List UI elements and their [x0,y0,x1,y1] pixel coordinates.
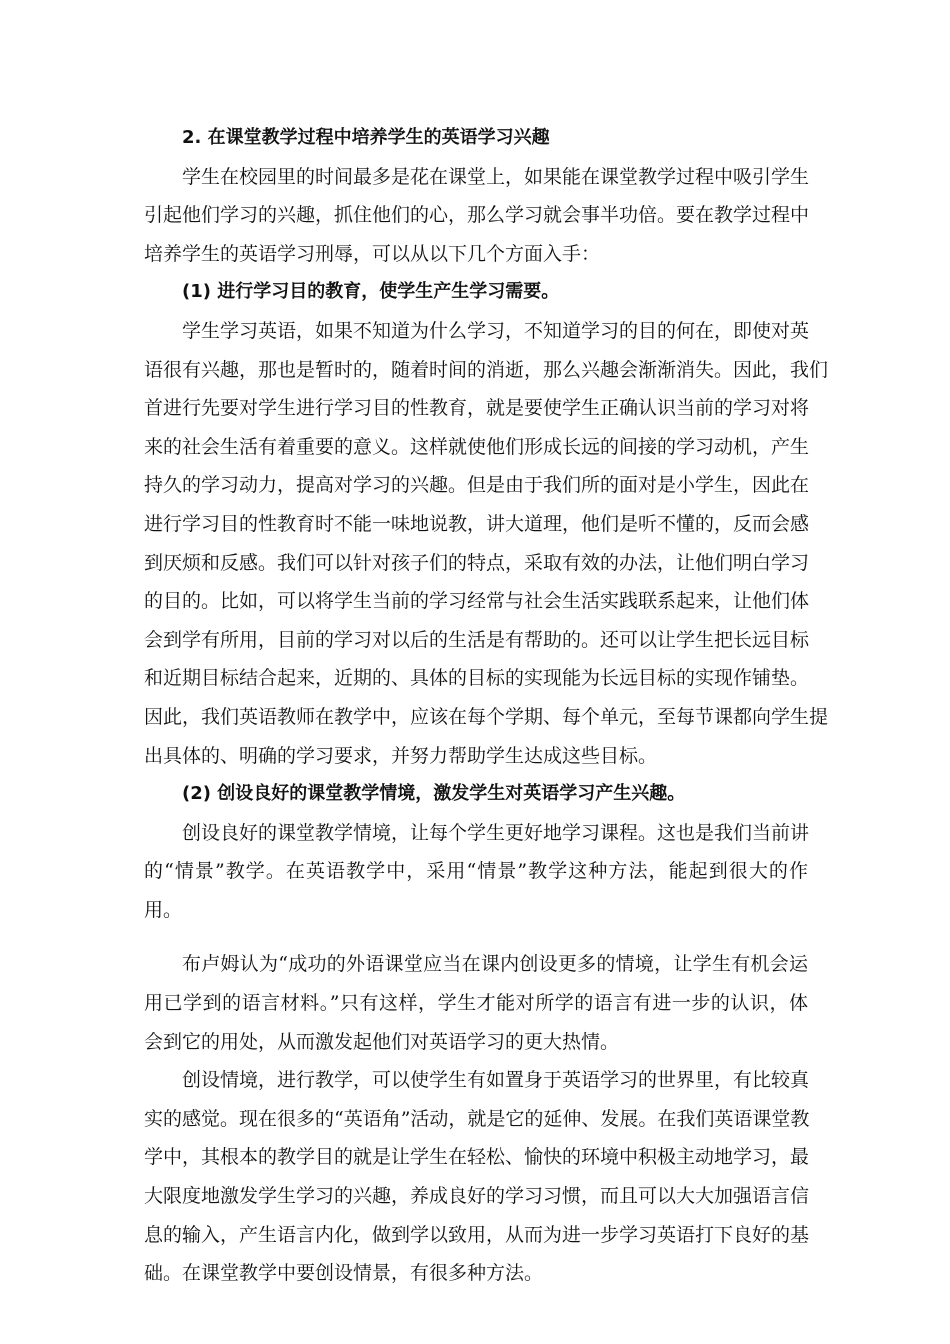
paragraph-intro [144,158,808,274]
paragraph-bloom [144,945,808,1061]
paragraph-line: 首进行先要对学生进行学习目的性教育，就是要使学生正确认识当前的学习对将 [144,397,810,420]
paragraph-line: 学生学习英语，如果不知道为什么学习，不知道学习的目的何在，即使对英 [182,319,810,342]
paragraph-purpose [144,312,829,775]
paragraph-line: 因此，我们英语教师在教学中，应该在每个学期、每个单元，至每节课都向学生提 [144,705,829,728]
paragraph-line: 来的社会生活有着重要的意义。这样就使他们形成长远的间接的学习动机，产生 [144,435,810,458]
paragraph-line: 的“情景”教学。在英语教学中，采用“情景”教学这种方法，能起到很大的作 [144,860,808,883]
paragraph-line: 语很有兴趣，那也是暂时的，随着时间的消逝，那么兴趣会渐渐消失。因此，我们 [144,358,829,381]
paragraph-line: 布卢姆认为“成功的外语课堂应当在课内创设更多的情境，让学生有机会运 [182,953,808,976]
paragraph-create [144,1061,808,1293]
paragraph-line: 引起他们学习的兴趣，抓住他们的心，那么学习就会事半功倍。要在教学过程中 [144,204,810,227]
paragraph-line: 持久的学习动力，提高对学习的兴趣。但是由于我们所的面对是小学生，因此在 [144,474,810,497]
paragraph-line: 到厌烦和反感。我们可以针对孩子们的特点，采取有效的办法，让他们明白学习 [144,551,810,574]
paragraph-line: 会到它的用处，从而激发起他们对英语学习的更大热情。 [144,1030,620,1053]
section-heading: 2. 在课堂教学过程中培养学生的英语学习兴趣 [182,127,550,148]
paragraph-spacer [144,929,808,945]
paragraph-line: 创设良好的课堂教学情境，让每个学生更好地学习课程。这也是我们当前讲 [182,821,810,844]
paragraph-line: 用已学到的语言材料。”只有这样，学生才能对所学的语言有进一步的认识，体 [144,992,808,1015]
subheading-1: (1) 进行学习目的教育，使学生产生学习需要。 [182,281,560,303]
paragraph-line: 和近期目标结合起来，近期的、具体的目标的实现能为长远目标的实现作铺垫。 [144,667,810,690]
document-page [144,119,829,1293]
subheading-2: (2) 创设良好的课堂教学情境，激发学生对英语学习产生兴趣。 [182,783,686,805]
paragraph-line: 实的感觉。现在很多的“英语角”活动，就是它的延伸、发展。在我们英语课堂教 [144,1107,810,1130]
paragraph-line: 息的输入，产生语言内化，做到学以致用，从而为进一步学习英语打下良好的基 [144,1223,810,1246]
paragraph-line: 会到学有所用，目前的学习对以后的生活是有帮助的。还可以让学生把长远目标 [144,628,810,651]
paragraph-line: 学中，其根本的教学目的就是让学生在轻松、愉快的环境中积极主动地学习，最 [144,1146,810,1169]
paragraph-line: 出具体的、明确的学习要求，并努力帮助学生达成这些目标。 [144,744,658,767]
paragraph-line: 进行学习目的性教育时不能一味地说教，讲大道理，他们是听不懂的，反而会感 [144,512,810,535]
paragraph-line: 学生在校园里的时间最多是花在课堂上，如果能在课堂教学过程中吸引学生 [182,165,810,188]
paragraph-line: 的目的。比如，可以将学生当前的学习经常与社会生活实践联系起来，让他们体 [144,590,810,613]
paragraph-line: 大限度地激发学生学习的兴趣，养成良好的学习习惯，而且可以大大加强语言信 [144,1185,810,1208]
paragraph-line: 创设情境，进行教学，可以使学生有如置身于英语学习的世界里，有比较真 [182,1069,810,1092]
paragraph-situation [144,814,808,930]
paragraph-line: 础。在课堂教学中要创设情景，有很多种方法。 [144,1262,544,1285]
paragraph-line: 用。 [144,898,183,921]
paragraph-line: 培养学生的英语学习刑辱，可以从以下几个方面入手： [144,242,601,265]
